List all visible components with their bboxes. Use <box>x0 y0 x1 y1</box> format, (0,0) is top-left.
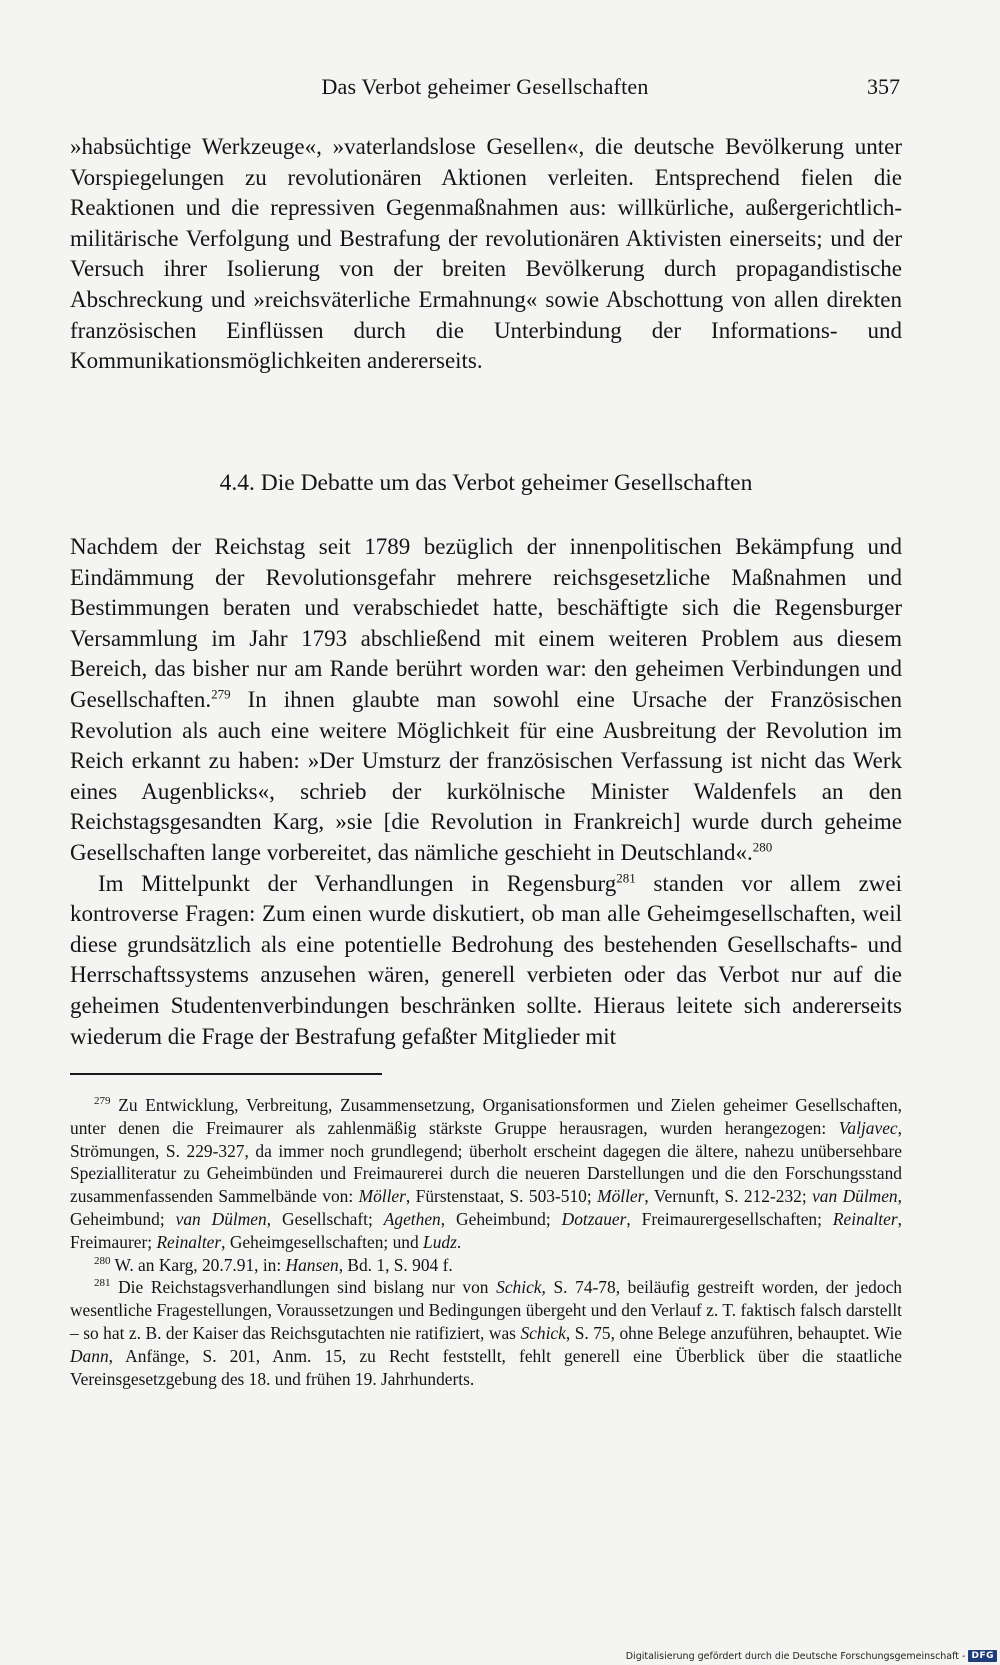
footnote-text: , S. 75, ohne Belege anzuführen, behauptet. Wie <box>565 1322 903 1343</box>
footnote-281 <box>70 1276 902 1390</box>
footnote-text: . <box>456 1231 462 1252</box>
footnote-text: , Bd. 1, S. 904 f. <box>338 1254 453 1275</box>
digitization-note: Digitalisierung gefördert durch die Deutsche Forschungsgemeinschaft - <box>625 1650 966 1662</box>
footnote-number: 281 <box>94 1277 111 1290</box>
footnote-ref-280[interactable]: 280 <box>752 839 773 855</box>
author-name: Ludz <box>423 1231 457 1252</box>
footnote-text: , Freimaurergesellschaften; <box>626 1208 833 1229</box>
footnote-number: 279 <box>94 1095 111 1108</box>
author-name: Schick <box>520 1322 566 1343</box>
footnote-text: , Fürstenstaat, S. 503-510; <box>405 1186 598 1207</box>
author-name: Möller <box>358 1186 406 1207</box>
footnote-text: Die Reichstagsverhandlungen sind bislang nur von <box>118 1277 497 1298</box>
page-number: 357 <box>867 74 900 99</box>
paragraph-1-text-b: In ihnen glaubte man sowohl eine Ursache der Französischen Revolution als auch eine weitere Möglichkeit für eine Ausbreitung der Revolution im Reich erkannt zu haben: »Der Umsturz der französischen Verfassung ist nicht das Werk eines Augenblicks«, schrieb der kurkölnische Minister Waldenfels an den Reichstagsgesandten Karg, »sie [die Revolution in Frankreich] wurde durch geheime Gesellschaften lange vorbereitet, das nämliche geschieht in Deutschland«. <box>70 686 902 865</box>
paragraph-1-text-a: Nachdem der Reichstag seit 1789 bezüglich der innenpolitischen Bekämpfung und Eindämmung der Revolutionsgefahr mehrere reichsgesetzliche Maßnahmen und Bestimmungen beraten und verabschiedet hatte, beschäftigte sich die Regensburger Versammlung im Jahr 1793 abschließend mit einem weiteren Problem aus diesem Bereich, das bisher nur am Rande berührt worden war: den geheimen Verbindungen und Gesellschaften. <box>70 534 902 712</box>
author-name: Schick <box>496 1277 542 1298</box>
footnote-number: 280 <box>94 1254 111 1267</box>
footnote-text: , Anfänge, S. 201, Anm. 15, zu Recht feststellt, fehlt generell eine Überblick über die staatliche Vereinsgesetzgebung des 18. und frühen 19. Jahrhunderts. <box>70 1345 902 1389</box>
section-body <box>70 532 902 1052</box>
author-name: Dann <box>70 1345 109 1366</box>
footnote-text: W. an Karg, 20.7.91, in: <box>114 1254 286 1275</box>
author-name: van Dülmen <box>812 1186 898 1207</box>
running-title: Das Verbot geheimer Gesellschaften <box>321 74 649 99</box>
footnote-280 <box>70 1254 902 1277</box>
footnote-text: , Vernunft, S. 212-232; <box>644 1186 813 1207</box>
section-heading: 4.4. Die Debatte um das Verbot geheimer Gesellschaften <box>219 470 753 496</box>
paragraph-2-text-a: Im Mittelpunkt der Verhandlungen in Regensburg <box>98 870 617 896</box>
author-name: van Dülmen <box>175 1208 267 1229</box>
footnote-279 <box>70 1094 902 1254</box>
author-name: Reinalter <box>156 1231 222 1252</box>
author-name: Dotzauer <box>561 1208 627 1229</box>
paragraph-2 <box>70 869 902 1053</box>
digitization-footer <box>626 1647 1000 1665</box>
paragraph-2-text-b: standen vor allem zwei kontroverse Fragen: Zum einen wurde diskutiert, ob man alle Geheimgesellschaften, weil diese grundsätzlich als eine potentielle Bedrohung des bestehenden Gesellschafts- und Herrschaftssystems anzusehen wären, generell verbieten oder das Verbot nur auf die geheimen Studentenverbindungen beschränken sollte. Hieraus leitete sich andererseits wiederum die Frage der Bestrafung gefaßter Mitglieder mit <box>70 870 902 1049</box>
footnote-ref-279[interactable]: 279 <box>211 686 231 702</box>
footnote-text: , S. 74-78, beiläufig gestreift worden, der jedoch wesentliche Fragestellungen, Voraussetzungen und Bedingungen übergeht und den Verlauf z. T. faktisch falsch darstellt – so hat z. B. der Kaiser das Reichsgutachten nie ratifiziert, was <box>70 1277 902 1343</box>
author-name: Hansen <box>285 1254 339 1275</box>
author-name: Möller <box>597 1186 645 1207</box>
footnote-text: , Freimaurer; <box>70 1208 902 1252</box>
author-name: Valjavec <box>838 1117 898 1138</box>
footnotes <box>70 1094 902 1390</box>
dfg-logo: DFG <box>968 1650 997 1662</box>
footnote-text: , Strömungen, S. 229-327, da immer noch grundlegend; überholt erscheint dagegen die ältere, nahezu unübersehbare Spezialliteratur zu Geheimbünden und Freimaurerei durch die neueren Darstellungen und die den Forschungsstand zusammenfassenden Sammelbände von: <box>70 1117 902 1207</box>
footnote-text: Zu Entwicklung, Verbreitung, Zusammensetzung, Organisationsformen und Zielen geheimer Gesellschaften, unter denen die Freimaurer als zahlenmäßig stärkste Gruppe herausragen, wurden herangezogen: <box>70 1095 902 1138</box>
author-name: Agethen <box>383 1208 441 1229</box>
footnote-text: , Gesellschaft; <box>266 1208 384 1229</box>
paragraph-text: »habsüchtige Werkzeuge«, »vaterlandslose Gesellen«, die deutsche Bevölkerung unter Vorspiegelungen zu revolutionären Aktionen verleiten. Entsprechend fielen die Reaktionen und die repressiven Gegenmaßnahmen aus: willkürliche, außergerichtlich-militärische Verfolgung und Bestrafung der revolutionären Aktivisten einerseits; und der Versuch ihrer Isolierung von der breiten Bevölkerung durch propagandistische Abschreckung und »reichsväterliche Ermahnung« sowie Abschottung von allen direkten französischen Einflüssen durch die Unterbindung der Informations- und Kommunikationsmöglichkeiten andererseits. <box>70 134 902 374</box>
running-head <box>70 74 900 108</box>
footnote-divider <box>70 1073 382 1075</box>
footnote-ref-281[interactable]: 281 <box>616 869 636 885</box>
footnote-text: , Geheimbund; <box>440 1208 562 1229</box>
author-name: Reinalter <box>832 1208 898 1229</box>
footnote-text: , Geheimgesellschaften; und <box>221 1231 424 1252</box>
paragraph-1 <box>70 532 902 869</box>
footnote-text: , Geheimbund; <box>70 1186 902 1229</box>
body-paragraph-continued <box>70 132 902 377</box>
